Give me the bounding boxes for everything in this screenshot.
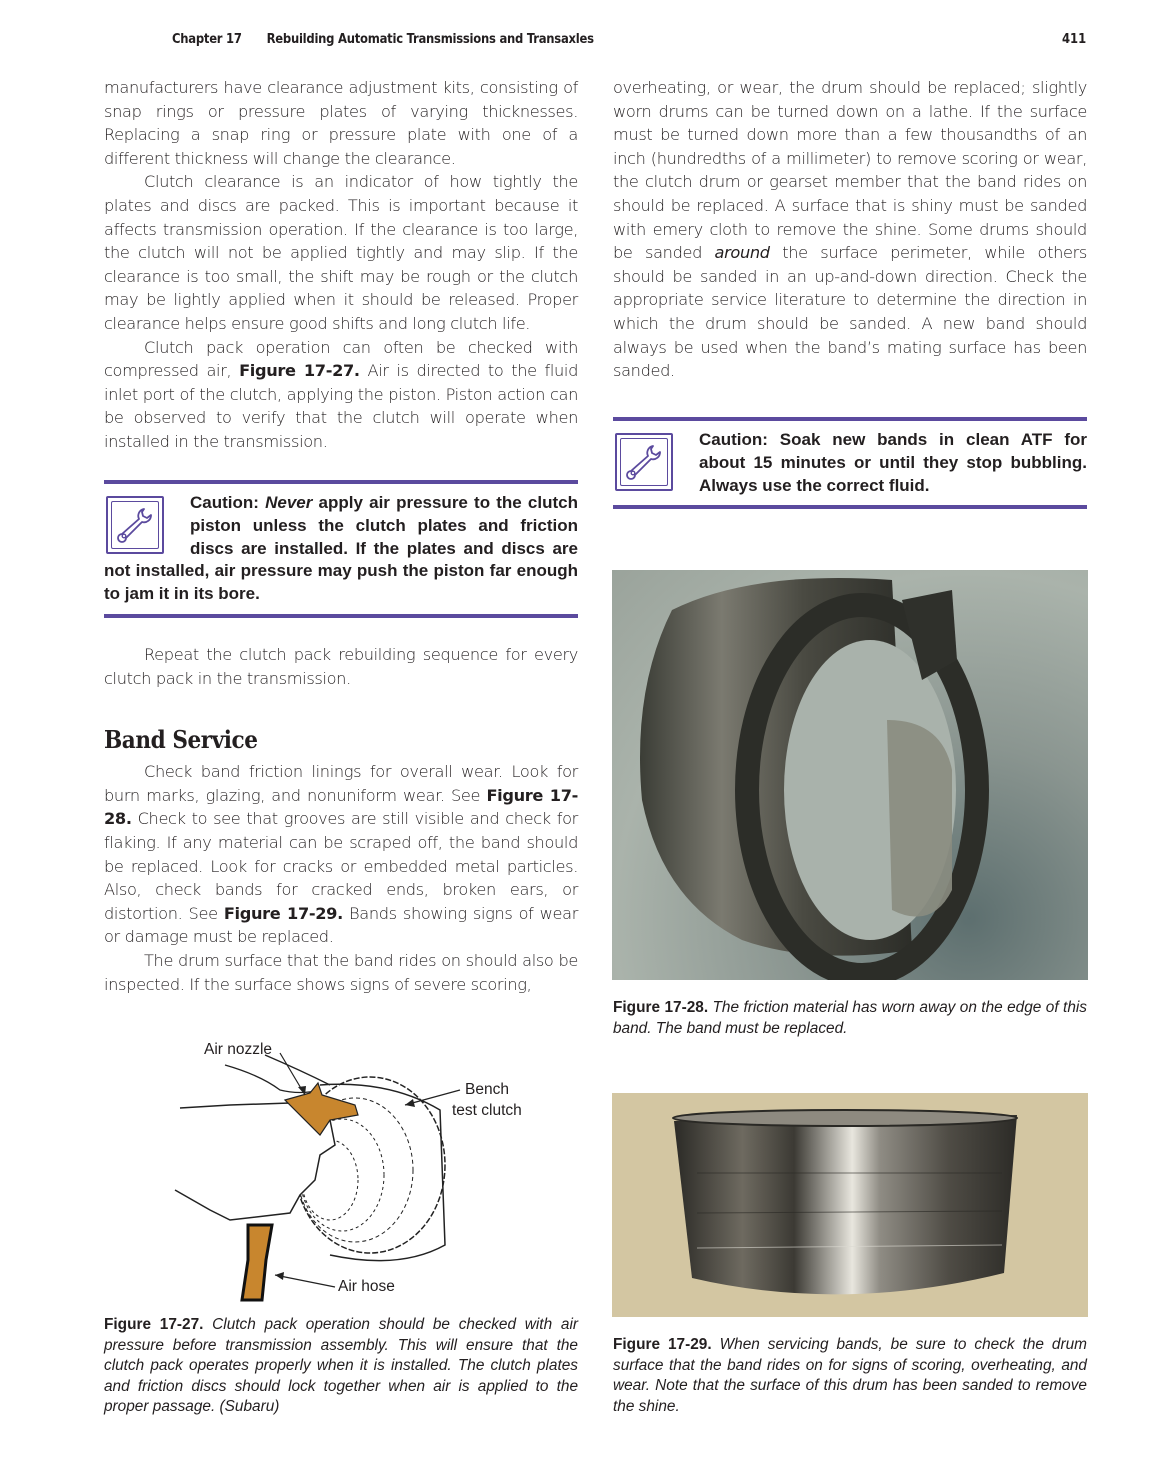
- caution-text: [104, 492, 578, 606]
- paragraph-text: Bands showing signs of wear or damage must be replaced.: [104, 903, 579, 947]
- paragraph: Clutch clearance is an indicator of how tightly the plates and discs are packed. This is important because it affects transmission operation. If the clearance is too large, the clutch will not be applied tightly and may slip. If the clearance is too small, the shift may be rough or the clutch may be lightly applied when it should be released. Proper clearance helps ensure good shifts and long clutch life.: [104, 172, 578, 333]
- callout-bench-test-clutch: Bench: [465, 1081, 509, 1098]
- paragraph: [613, 76, 1087, 383]
- figure-reference: Figure 17-28.: [104, 785, 579, 829]
- paragraph-text: Check band friction linings for overall wear. Look for burn marks, glazing, and nonuniform wear. See: [104, 762, 578, 805]
- paragraph: manufacturers have clearance adjustment kits, consisting of snap rings or pressure plates of varying thicknesses. Replacing a snap ring or pressure plate with one of a different thickness will change the clearance.: [104, 78, 578, 168]
- caution-body: Soak new bands in clean ATF for about 15 minutes or until they stop bubbling. Always use the correct fluid.: [699, 430, 1087, 495]
- figure-reference: Figure 17-29.: [223, 903, 343, 923]
- figure-label: Figure 17-28.: [613, 999, 709, 1016]
- caution-emphasis: Never: [265, 493, 313, 512]
- caption-body: When servicing bands, be sure to check the drum surface that the band rides on for signs of scoring, overheating, and wear. Note that the surface of this drum has been sanded to remove the shine.: [613, 1336, 1087, 1415]
- paragraph-text: the surface perimeter, while others should be sanded in an up-and-down direction. Check the appropriate service literature to determine the direction in which the drum should be sanded. A new band should always be used when the band’s mating surface has been sanded.: [613, 243, 1087, 381]
- callout-air-nozzle: Air nozzle: [204, 1041, 273, 1058]
- left-column-text: [104, 76, 578, 454]
- figure-17-28-photo: [612, 570, 1088, 980]
- section-heading: Band Service: [104, 725, 258, 755]
- figure-label: Figure 17-27.: [104, 1316, 204, 1333]
- figure-label: Figure 17-29.: [613, 1336, 712, 1353]
- caution-box: [613, 417, 1087, 509]
- figure-17-29-photo: [612, 1093, 1088, 1317]
- caption-body: The friction material has worn away on the edge of this band. The band must be replaced.: [613, 999, 1087, 1037]
- paragraph: [104, 760, 578, 949]
- paragraph: The drum surface that the band rides on should also be inspected. If the surface shows signs of severe scoring,: [104, 950, 578, 994]
- wrench-icon: [106, 496, 164, 554]
- paragraph: Repeat the clutch pack rebuilding sequence for every clutch pack in the transmission.: [104, 645, 578, 688]
- chapter-title: Rebuilding Automatic Transmissions and Transaxles: [266, 31, 594, 47]
- figure-17-27-illustration: [170, 1035, 550, 1305]
- callout-air-hose: Air hose: [338, 1278, 395, 1295]
- running-header: [172, 31, 958, 47]
- caption-body: Clutch pack operation should be checked with air pressure before transmission assembly. This will ensure that the clutch pack operates properly when it is installed. The clutch plates and friction discs should lock together when air is applied to the proper passage. (Subaru): [104, 1316, 578, 1416]
- caption-text: [613, 998, 1087, 1039]
- caption-text: [613, 1335, 1087, 1417]
- figure-reference: Figure 17-27.: [239, 361, 360, 381]
- caution-box: [104, 480, 578, 618]
- wrench-icon: [615, 433, 673, 491]
- chapter-number: Chapter 17: [172, 31, 242, 47]
- caption-text: [104, 1315, 578, 1418]
- right-column-text: [613, 76, 1087, 383]
- page-number: 411: [1061, 31, 1086, 47]
- callout-bench-test-clutch-line2: test clutch: [452, 1102, 522, 1119]
- paragraph-text: overheating, or wear, the drum should be replaced; slightly worn drums can be turned down on a lathe. If the surface must be turned down more than a few thousandths of an inch (hundredths of a millimeter) to remove scoring or wear, the clutch drum or gearset member that the band rides on should be replaced. A surface that is shiny must be sanded with emery cloth to remove the shine. Some drums should be sanded: [613, 78, 1087, 263]
- caution-text: [613, 429, 1087, 497]
- paragraph-text: Air is directed to the fluid inlet port of the clutch, applying the piston. Piston action can be observed to verify that the clutch will operate when installed in the transmission.: [104, 361, 578, 451]
- caution-body: apply air pressure to the clutch piston unless the clutch plates and friction discs are installed. If the plates and discs are not installed, air pressure may push the piston far enough to jam it in its bore.: [104, 493, 578, 604]
- paragraph: [104, 336, 578, 454]
- figure-17-29-caption: [613, 1335, 1087, 1417]
- caution-label: Caution:: [190, 493, 259, 512]
- caution-label: Caution:: [699, 430, 768, 449]
- paragraph-text: Clutch pack operation can often be checked with compressed air,: [104, 337, 578, 381]
- figure-17-27-caption: [104, 1315, 578, 1418]
- paragraph-text: Check to see that grooves are still visible and check for flaking. If any material can be scraped off, the band should be replaced. Look for cracks or embedded metal particles. Also, check bands for cracked ends, broken ears, or distortion. See: [104, 809, 578, 923]
- figure-17-28-caption: [613, 998, 1087, 1039]
- left-column-band-section: [104, 643, 578, 996]
- emphasis: around: [714, 243, 770, 263]
